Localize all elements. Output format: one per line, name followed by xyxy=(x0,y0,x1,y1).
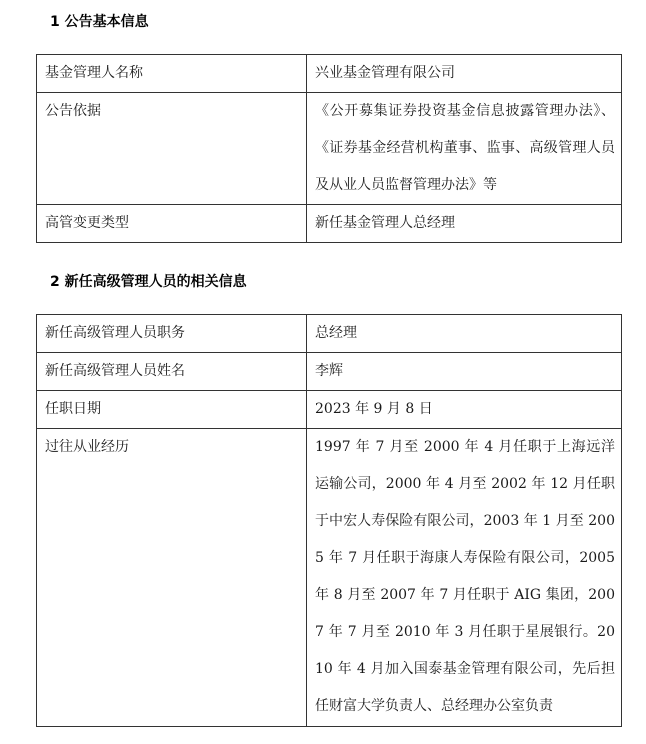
row-value: 兴业基金管理有限公司 xyxy=(307,55,622,93)
basic-info-table xyxy=(36,54,622,243)
row-value: 总经理 xyxy=(307,315,622,353)
table-row xyxy=(37,93,622,205)
section-2-title: 2 新任高级管理人员的相关信息 xyxy=(50,274,247,290)
row-value: 《公开募集证券投资基金信息披露管理办法》、《证券基金经营机构董事、监事、高级管理人员及从业人员监督管理办法》等 xyxy=(307,93,622,205)
row-label: 新任高级管理人员姓名 xyxy=(37,353,307,391)
table-row xyxy=(37,205,622,243)
table-row xyxy=(37,315,622,353)
row-label: 基金管理人名称 xyxy=(37,55,307,93)
table-row xyxy=(37,429,622,727)
table-row xyxy=(37,391,622,429)
row-label: 公告依据 xyxy=(37,93,307,205)
table-row xyxy=(37,55,622,93)
new-executive-info-table xyxy=(36,314,622,727)
row-label: 任职日期 xyxy=(37,391,307,429)
row-value: 1997 年 7 月至 2000 年 4 月任职于上海远洋运输公司，2000 年 4 月至 2002 年 12 月任职于中宏人寿保险有限公司，2003 年 1 月至 2005 年 7 月任职于海康人寿保险有限公司，2005 年 8 月至 2007 年 7 月任职于 AIG 集团，2007 年 7 月至 2010 年 3 月任职于星展银行。2010 年 4 月加入国泰基金管理有限公司，先后担任财富大学负责人、总经理办公室负责 xyxy=(307,429,622,727)
row-value: 新任基金管理人总经理 xyxy=(307,205,622,243)
row-value: 2023 年 9 月 8 日 xyxy=(307,391,622,429)
row-label: 新任高级管理人员职务 xyxy=(37,315,307,353)
section-1-title: 1 公告基本信息 xyxy=(50,14,149,30)
row-value: 李辉 xyxy=(307,353,622,391)
row-label: 过往从业经历 xyxy=(37,429,307,727)
row-label: 高管变更类型 xyxy=(37,205,307,243)
table-row xyxy=(37,353,622,391)
